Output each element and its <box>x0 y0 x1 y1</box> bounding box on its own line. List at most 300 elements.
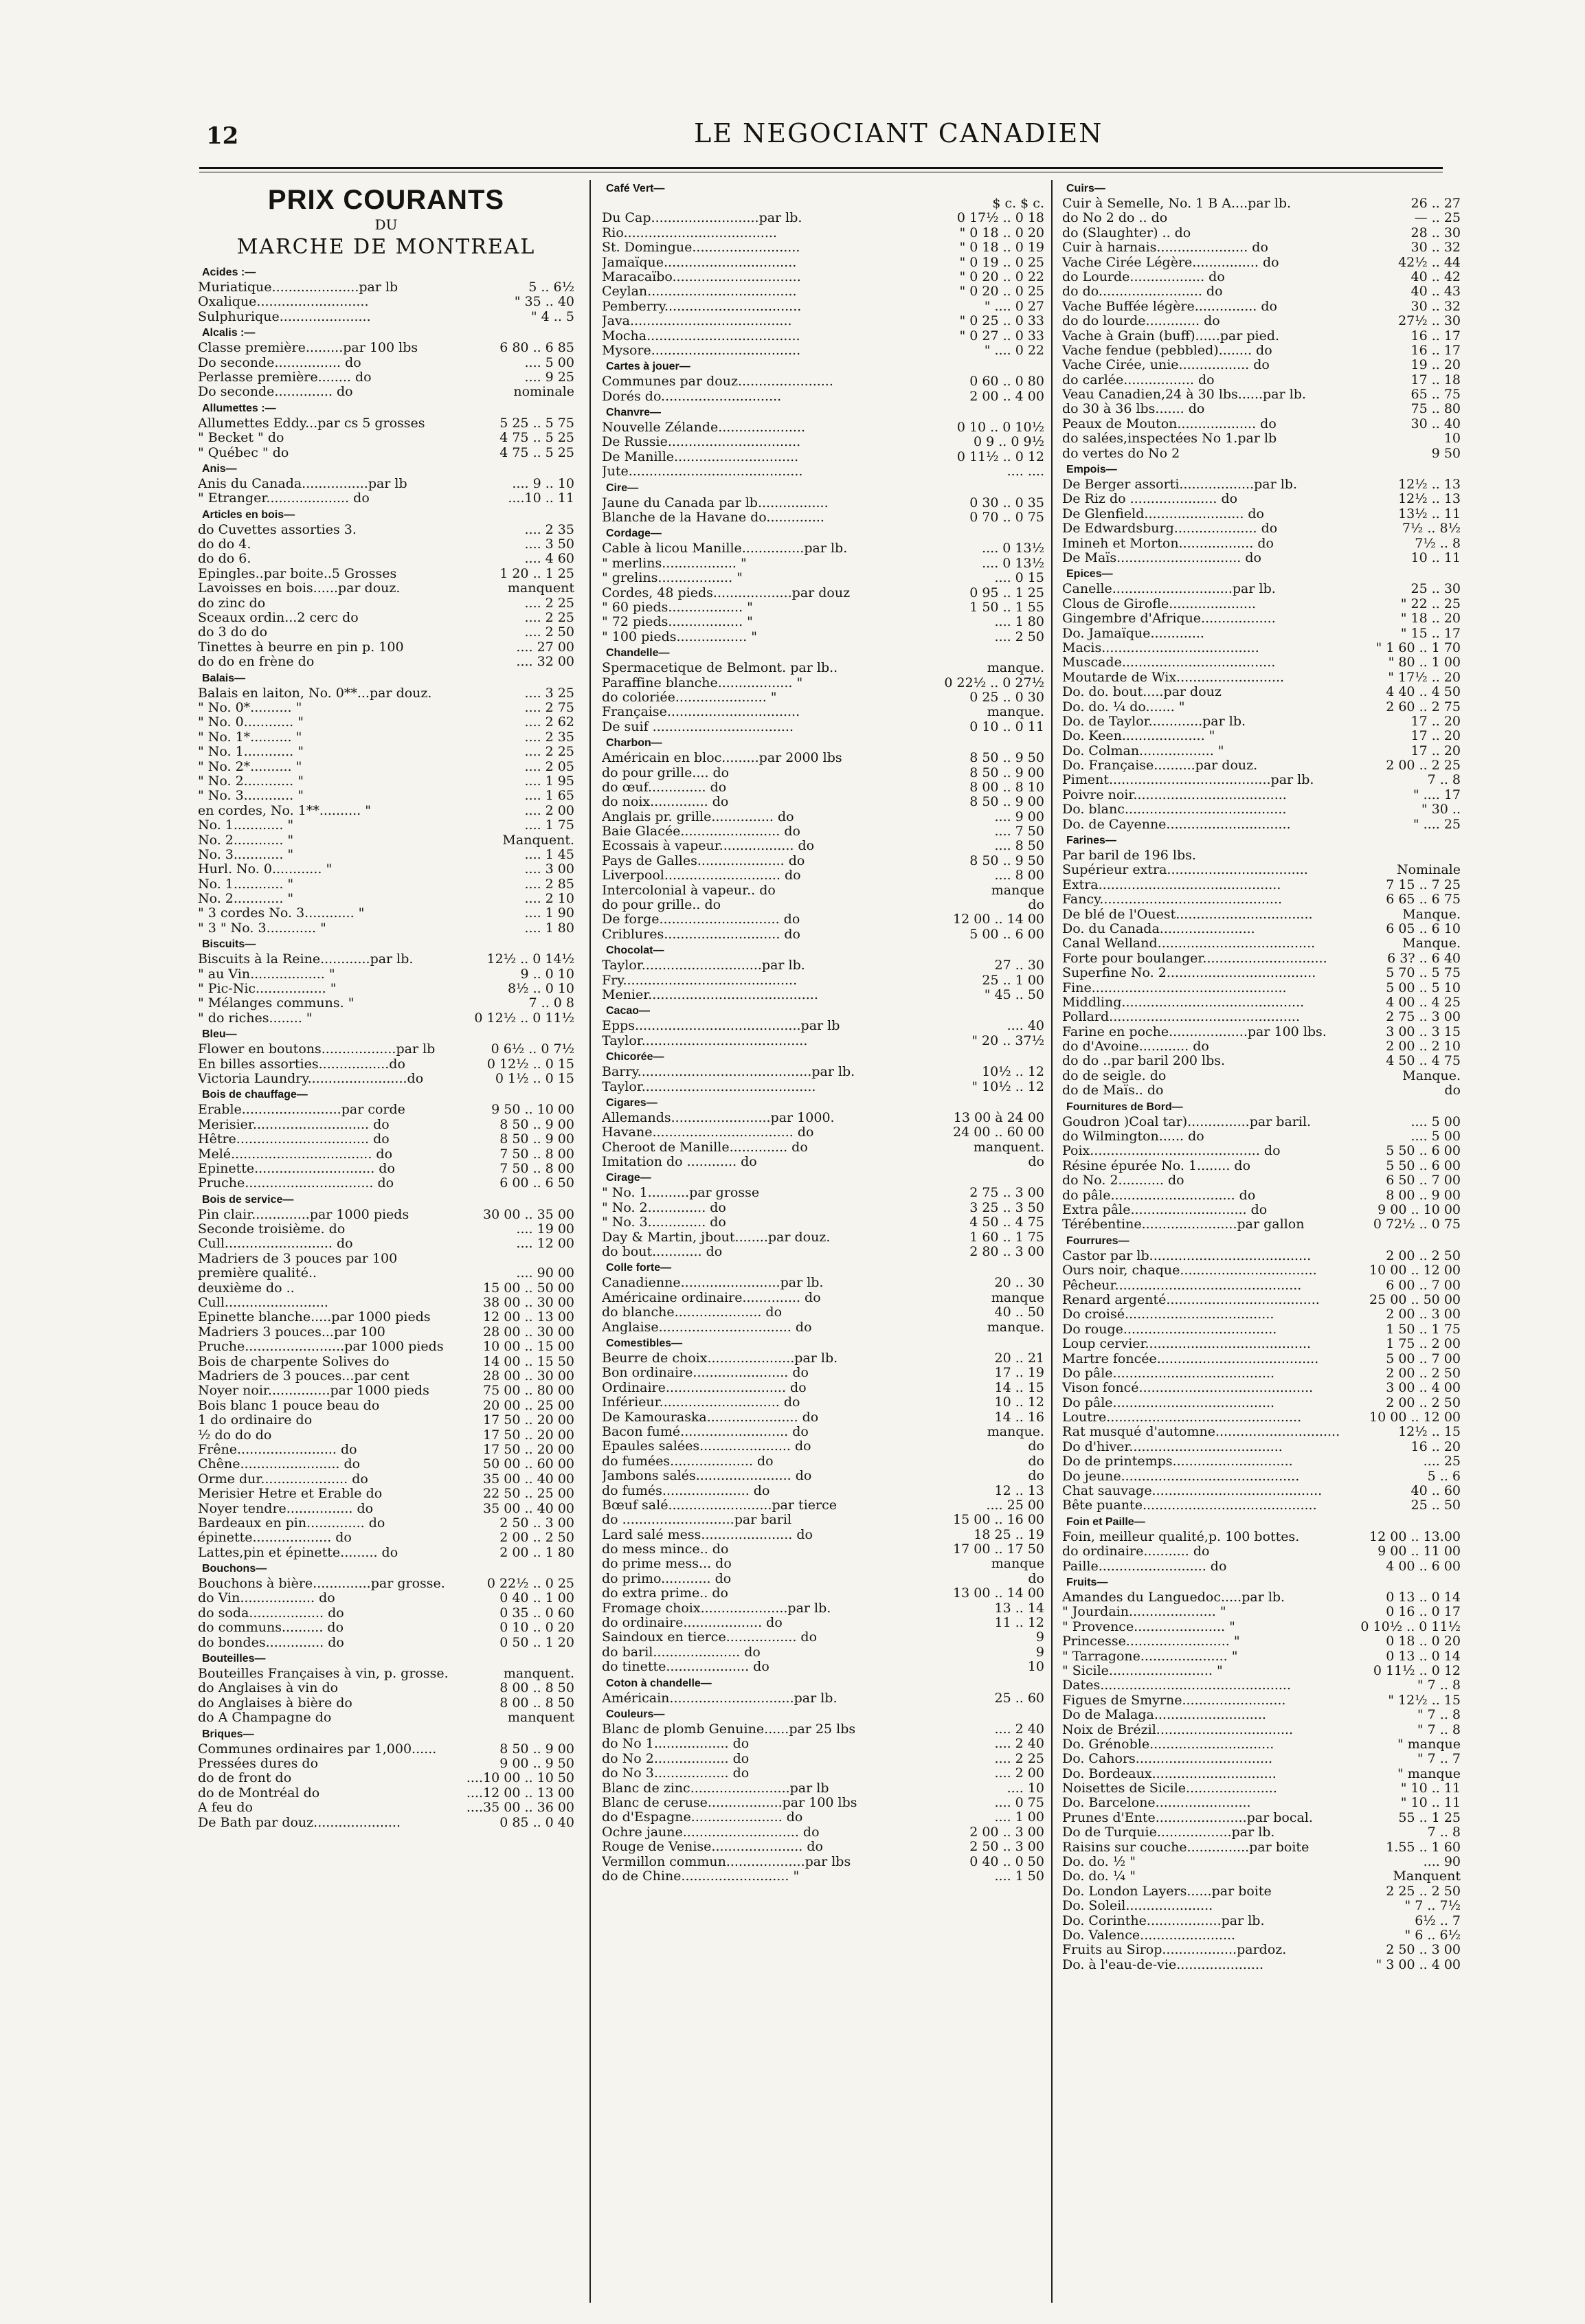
price-row <box>1062 1767 1461 1781</box>
item-name: Do. Française..........par douz. <box>1062 758 1258 774</box>
item-name: Rouge de Venise...................... do <box>602 1840 823 1855</box>
item-price: 6 50 .. 7 00 <box>1386 1173 1461 1188</box>
item-price: 1.55 .. 1 60 <box>1386 1840 1461 1855</box>
item-price: 0 60 .. 0 80 <box>969 374 1044 390</box>
price-row <box>602 854 1044 868</box>
price-row <box>1062 551 1461 565</box>
item-price: 40 .. 60 <box>1410 1484 1461 1499</box>
price-row <box>602 1351 1044 1366</box>
item-price: 26 .. 27 <box>1410 196 1461 211</box>
item-price: .... 2 35 <box>524 730 574 745</box>
item-price: 17 .. 20 <box>1410 714 1461 729</box>
price-row <box>1062 1366 1461 1381</box>
item-price: 25 .. 60 <box>994 1691 1044 1706</box>
item-name: do d'Espagne...................... do <box>602 1810 803 1825</box>
item-price: 16 .. 17 <box>1410 328 1461 343</box>
item-price: 2 00 .. 2 25 <box>1386 758 1461 774</box>
price-row <box>602 690 1044 705</box>
item-name: Vache Cirée Légère................ do <box>1062 255 1279 270</box>
item-price: 4 75 .. 5 25 <box>499 431 574 446</box>
item-name: Bois blanc 1 pouce beau do <box>198 1398 380 1413</box>
item-price: manque. <box>987 1424 1044 1439</box>
category-heading: Chanvre— <box>606 407 662 419</box>
item-name: Madriers 3 pouces...par 100 <box>198 1324 385 1340</box>
price-row <box>198 280 574 295</box>
item-price: .... 2 05 <box>524 759 574 774</box>
item-price: 1 50 .. 1 75 <box>1386 1322 1461 1337</box>
item-price: 18 25 .. 19 <box>974 1527 1044 1542</box>
item-price: .... 1 75 <box>524 818 574 833</box>
item-name: " au Vin.................. " <box>198 967 335 982</box>
price-row <box>1062 1115 1461 1129</box>
category-heading: Fruits— <box>1066 1576 1108 1588</box>
item-name: Havane.................................. do <box>602 1125 814 1140</box>
item-price: 0 40 .. 0 50 <box>969 1854 1044 1869</box>
item-name: Nouvelle Zélande..................... <box>602 420 806 436</box>
item-name: Balais en laiton, No. 0**...par douz. <box>198 686 432 701</box>
item-name: do ...........................par baril <box>602 1513 792 1528</box>
price-row <box>602 586 1044 600</box>
category-heading: Fournitures de Bord— <box>1066 1101 1183 1113</box>
price-row <box>198 567 574 581</box>
item-name: Loup cervier........................................ <box>1062 1337 1312 1352</box>
item-price: 50 00 .. 60 00 <box>483 1457 574 1472</box>
price-row <box>602 1586 1044 1601</box>
price-row <box>1062 358 1461 372</box>
item-price: 15 00 .. 16 00 <box>953 1513 1044 1528</box>
item-name: Do. à l'eau-de-vie..................... <box>1062 1957 1264 1972</box>
price-row <box>198 1786 574 1801</box>
item-name: Paraffine blanche.................. " <box>602 675 803 690</box>
item-name: Sulphurique...................... <box>198 309 371 324</box>
item-price: " 0 20 .. 0 22 <box>959 269 1044 284</box>
price-row <box>602 630 1044 644</box>
item-name: do 3 do do <box>198 625 268 640</box>
item-price: 13 00 à 24 00 <box>953 1110 1044 1125</box>
item-name: Do. Jamaïque............. <box>1062 626 1204 641</box>
price-row <box>602 868 1044 883</box>
item-price: .... 2 35 <box>524 522 574 537</box>
price-row <box>602 343 1044 358</box>
price-row <box>602 329 1044 343</box>
item-name: Imitation do ............ do <box>602 1155 757 1170</box>
item-name: Peaux de Mouton................... do <box>1062 416 1277 431</box>
item-name: De Manille.............................. <box>602 449 799 464</box>
price-row <box>1062 627 1461 641</box>
item-price: 9 <box>1035 1645 1044 1660</box>
item-name: " Jourdain..................... " <box>1062 1605 1226 1620</box>
price-row <box>602 810 1044 824</box>
item-price: 1 75 .. 2 00 <box>1386 1337 1461 1352</box>
category-heading: Farines— <box>1066 835 1116 847</box>
item-name: Taylor........................................ <box>602 1033 808 1048</box>
item-price: .... 0 13½ <box>982 556 1044 571</box>
price-row <box>198 1681 574 1695</box>
price-row <box>198 774 574 789</box>
price-row <box>602 600 1044 615</box>
price-row <box>198 1399 574 1413</box>
item-name: Ours noir, chaque................................. <box>1062 1263 1317 1278</box>
item-name: do extra prime.. do <box>602 1586 728 1601</box>
item-price: 10 <box>1443 431 1461 447</box>
item-price: .... 25 00 <box>986 1498 1044 1513</box>
item-name: do No. 2........... do <box>1062 1173 1184 1188</box>
item-price: 35 00 .. 40 00 <box>483 1501 574 1516</box>
item-name: do No 2.................. do <box>602 1751 750 1766</box>
item-price: 7½ .. 8½ <box>1402 521 1461 537</box>
category-heading: Cordage— <box>606 528 662 540</box>
price-row <box>1062 1914 1461 1928</box>
price-row <box>198 686 574 701</box>
item-price: 0 6½ .. 0 7½ <box>491 1042 574 1057</box>
price-row <box>198 1606 574 1621</box>
item-price: .... 4 60 <box>524 552 574 567</box>
price-row <box>1062 582 1461 596</box>
price-row <box>1062 1723 1461 1737</box>
price-row <box>198 1428 574 1443</box>
price-row <box>1062 1708 1461 1722</box>
item-name: Hurl. No. 0............ " <box>198 862 333 877</box>
item-name: Cordes, 48 pieds...................par douz <box>602 585 851 600</box>
price-row <box>602 571 1044 585</box>
item-price: do <box>1028 1469 1044 1484</box>
item-name: Loutre............................................... <box>1062 1410 1302 1425</box>
price-row <box>602 1201 1044 1215</box>
item-price: 30 .. 32 <box>1410 240 1461 256</box>
item-price: " 7 .. 7½ <box>1404 1899 1461 1914</box>
item-name: Do. Bordeaux.............................. <box>1062 1766 1277 1781</box>
item-price: " 22 .. 25 <box>1400 596 1461 611</box>
item-price: 20 .. 21 <box>994 1351 1044 1366</box>
item-name: do Lourde.................. do <box>1062 269 1225 284</box>
item-name: Do. do. bout.....par douz <box>1062 685 1222 700</box>
item-price: 25 .. 30 <box>1410 582 1461 597</box>
price-row <box>1062 863 1461 877</box>
item-price: .... 32 00 <box>516 655 574 670</box>
item-name: Taylor.......................................... <box>602 1079 816 1094</box>
price-row <box>602 284 1044 299</box>
item-price: 40 .. 42 <box>1410 269 1461 284</box>
item-price: 55 .. 1 25 <box>1398 1810 1461 1825</box>
price-row <box>602 270 1044 284</box>
item-name: do bondes.............. do <box>198 1635 344 1650</box>
item-price: " 1 60 .. 1 70 <box>1375 640 1461 655</box>
item-name: do Anglaises à vin do <box>198 1681 339 1696</box>
item-price: " 17½ .. 20 <box>1388 670 1461 685</box>
item-name: Blanc de plomb Genuine......par 25 lbs <box>602 1722 856 1737</box>
item-price: .... 1 90 <box>524 906 574 921</box>
item-price: 5 00 .. 6 00 <box>969 927 1044 942</box>
item-name: Muriatique.....................par lb <box>198 280 398 295</box>
price-row <box>602 1395 1044 1410</box>
item-name: Epinette............................. do <box>198 1161 395 1176</box>
price-row <box>1062 611 1461 626</box>
price-row <box>602 1410 1044 1425</box>
item-price: manque <box>991 1557 1044 1572</box>
price-row <box>602 1855 1044 1869</box>
price-row <box>198 1621 574 1635</box>
item-name: Vison foncé.......................................... <box>1062 1381 1314 1396</box>
item-price: .... 12 00 <box>516 1237 574 1252</box>
item-price: 2 50 .. 3 00 <box>969 1840 1044 1855</box>
item-name: do de Chine.......................... " <box>602 1869 800 1884</box>
item-name: " Québec " do <box>198 445 289 460</box>
item-price: 5 .. 6½ <box>528 280 574 295</box>
item-name: Intercolonial à vapeur.. do <box>602 883 776 898</box>
price-row <box>602 541 1044 556</box>
price-row <box>1062 1649 1461 1664</box>
item-price: 2 00 .. 2 50 <box>1386 1366 1461 1381</box>
item-name: do pour grille.... do <box>602 765 730 780</box>
price-row <box>198 1667 574 1681</box>
item-price: do <box>1028 1454 1044 1469</box>
item-name: Bête puante.......................................... <box>1062 1498 1317 1513</box>
price-row <box>198 385 574 399</box>
item-price: 28 .. 30 <box>1410 225 1461 240</box>
item-name: Fry.......................................... <box>602 973 798 988</box>
item-price: .... 10 <box>1007 1781 1044 1796</box>
category-heading: Chandelle— <box>606 647 670 659</box>
item-name: Merisier............................ do <box>198 1117 390 1132</box>
price-row <box>602 898 1044 912</box>
category-heading: Acides :— <box>202 267 256 278</box>
price-column-2 <box>602 180 1044 2310</box>
price-row <box>1062 256 1461 270</box>
item-name: do do lourde............. do <box>1062 314 1220 329</box>
price-row <box>602 1752 1044 1766</box>
category-heading: Cire— <box>606 482 639 494</box>
item-price: 5 00 .. 7 00 <box>1386 1351 1461 1366</box>
item-name: Oxalique........................... <box>198 295 369 310</box>
item-price: nominale <box>513 385 574 400</box>
price-row <box>1062 1217 1461 1232</box>
item-name: Pemberry................................. <box>602 299 802 314</box>
price-row <box>198 1296 574 1310</box>
item-name: Térébentine.......................par gallon <box>1062 1217 1305 1232</box>
item-name: Jambons salés....................... do <box>602 1469 812 1484</box>
item-name: Pollard.............................................. <box>1062 1010 1300 1025</box>
price-row <box>198 1757 574 1771</box>
item-name: Bœuf salé.........................par tierce <box>602 1498 837 1513</box>
price-row <box>198 1208 574 1222</box>
category-heading: Comestibles— <box>606 1338 683 1349</box>
item-price: 3 00 .. 3 15 <box>1386 1024 1461 1039</box>
price-row <box>1062 226 1461 240</box>
price-row <box>1062 1620 1461 1634</box>
item-price: 9 00 .. 11 00 <box>1378 1544 1461 1559</box>
item-price: 7 50 .. 8 00 <box>499 1147 574 1162</box>
item-price: " 0 25 .. 0 33 <box>959 314 1044 329</box>
item-name: Prunes d'Ente......................par bocal. <box>1062 1810 1313 1825</box>
item-price: 0 22½ .. 0 27½ <box>944 675 1044 690</box>
item-name: Pressées dures do <box>198 1756 319 1771</box>
item-price: 8 50 .. 9 50 <box>969 751 1044 766</box>
item-name: Do de Malaga........................... <box>1062 1708 1266 1723</box>
item-price: manque <box>991 883 1044 898</box>
item-price: 27½ .. 30 <box>1398 314 1461 329</box>
item-price: 0 85 .. 0 40 <box>499 1815 574 1830</box>
price-row <box>198 446 574 460</box>
item-name: Goudron )Coal tar)...............par baril. <box>1062 1114 1312 1129</box>
item-name: Noyer tendre................ do <box>198 1501 374 1516</box>
item-name: do Cuvettes assorties 3. <box>198 522 357 537</box>
item-price: Manquent. <box>502 833 574 848</box>
item-name: Vache Buffée légère............... do <box>1062 299 1277 314</box>
price-row <box>1062 1884 1461 1899</box>
item-name: Menier......................................... <box>602 987 818 1002</box>
price-row <box>1062 966 1461 980</box>
item-price: " 0 18 .. 0 19 <box>959 240 1044 256</box>
price-row <box>198 1118 574 1132</box>
item-name: Epps........................................par lb <box>602 1019 840 1034</box>
item-name: do primo............ do <box>602 1571 732 1586</box>
price-row <box>1062 1825 1461 1840</box>
item-price: 6 05 .. 6 10 <box>1386 921 1461 936</box>
price-row <box>198 1222 574 1237</box>
category-heading: Anis— <box>202 462 237 475</box>
price-row <box>198 1384 574 1398</box>
price-row <box>198 952 574 967</box>
item-price: Manque. <box>1402 936 1461 951</box>
item-price: 10½ .. 12 <box>982 1065 1044 1080</box>
price-row <box>602 1869 1044 1884</box>
item-name: Américain en bloc.........par 2000 lbs <box>602 751 842 766</box>
price-row <box>1062 744 1461 758</box>
item-name: Raisins sur couche...............par boite <box>1062 1840 1309 1855</box>
price-row <box>198 416 574 431</box>
item-name: " No. 1*.......... " <box>198 730 302 745</box>
price-row <box>602 927 1044 942</box>
item-price: 20 00 .. 25 00 <box>483 1398 574 1413</box>
price-row <box>198 1801 574 1815</box>
item-name: Do. Soleil..................... <box>1062 1899 1213 1914</box>
item-name: Jaune du Canada par lb................. <box>602 495 829 510</box>
price-row <box>198 1057 574 1072</box>
item-price: " 20 .. 37½ <box>971 1033 1044 1048</box>
price-row <box>602 211 1044 225</box>
item-price: 10 .. 11 <box>1410 550 1461 565</box>
price-row <box>602 1215 1044 1230</box>
item-name: Mocha..................................... <box>602 328 800 343</box>
item-price: 0 70 .. 0 75 <box>969 510 1044 526</box>
price-row <box>602 450 1044 464</box>
price-row <box>198 625 574 640</box>
item-name: " No. 2............ " <box>198 774 304 789</box>
price-row <box>1062 1544 1461 1559</box>
item-name: Poivre noir..................................... <box>1062 787 1287 802</box>
price-row <box>602 1291 1044 1305</box>
item-price: 7 .. 8 <box>1427 773 1461 788</box>
price-row <box>602 314 1044 328</box>
item-price: 16 .. 20 <box>1410 1439 1461 1454</box>
category-heading: Couleurs— <box>606 1708 665 1720</box>
item-name: Canelle.............................par lb. <box>1062 582 1276 597</box>
item-price: Nominale <box>1396 863 1461 878</box>
price-row <box>1062 1943 1461 1957</box>
item-name: do 30 à 36 lbs....... do <box>1062 402 1205 417</box>
item-name: Canal Welland...................................... <box>1062 936 1316 951</box>
item-name: Do. Valence....................... <box>1062 1928 1236 1943</box>
item-price: 42½ .. 44 <box>1398 255 1461 270</box>
item-price: 7 50 .. 8 00 <box>499 1161 574 1176</box>
item-price: 16 .. 17 <box>1410 343 1461 358</box>
item-price: .... 2 40 <box>994 1737 1044 1752</box>
price-row <box>602 1034 1044 1048</box>
item-price: manquent. <box>973 1140 1044 1155</box>
item-price: 0 10 .. 0 10½ <box>956 420 1044 436</box>
item-price: .... 5 00 <box>1410 1114 1461 1129</box>
item-price: 4 00 .. 6 00 <box>1386 1559 1461 1574</box>
price-row <box>602 1125 1044 1140</box>
item-price: ....10 00 .. 10 50 <box>466 1771 574 1786</box>
item-name: De Bath par douz..................... <box>198 1815 401 1830</box>
item-price: 22 50 .. 25 00 <box>483 1487 574 1502</box>
item-price: .... 2 85 <box>524 877 574 892</box>
price-row <box>1062 936 1461 951</box>
price-row <box>1062 1425 1461 1439</box>
item-name: Allemands........................par 1000. <box>602 1110 835 1125</box>
item-name: do mess mince.. do <box>602 1542 729 1557</box>
item-name: do zinc do <box>198 596 266 611</box>
price-row <box>602 1469 1044 1483</box>
item-name: " Becket " do <box>198 431 284 446</box>
item-name: Macis...................................... <box>1062 640 1259 655</box>
item-name: De Maïs.............................. do <box>1062 550 1261 565</box>
price-row <box>1062 1811 1461 1825</box>
price-row <box>1062 1440 1461 1454</box>
price-row <box>1062 431 1461 446</box>
item-price: 7½ .. 8 <box>1415 536 1461 551</box>
item-name: " Pic-Nic................. " <box>198 982 337 997</box>
item-name: Middling............................................ <box>1062 995 1305 1010</box>
item-name: Foin, meilleur qualité,p. 100 bottes. <box>1062 1529 1300 1544</box>
category-heading: Alcalis :— <box>202 327 256 339</box>
price-row <box>602 556 1044 571</box>
category-heading: Cigares— <box>606 1096 657 1109</box>
section-subtitle: MARCHE DE MONTREAL <box>236 235 536 259</box>
item-name: Erable........................par corde <box>198 1103 405 1118</box>
item-name: De blé de l'Ouest................................. <box>1062 907 1313 922</box>
price-row <box>1062 670 1461 685</box>
price-row <box>1062 1188 1461 1203</box>
price-row <box>198 1443 574 1457</box>
price-row <box>1062 1083 1461 1098</box>
price-row <box>1062 300 1461 314</box>
item-price: " 0 18 .. 0 20 <box>959 225 1044 240</box>
item-name: No. 1............ " <box>198 818 294 833</box>
item-name: Pruche............................... do <box>198 1176 394 1191</box>
item-price: 17 .. 20 <box>1410 729 1461 744</box>
price-row <box>1062 1781 1461 1796</box>
journal-title: LE NEGOCIANT CANADIEN <box>694 118 1103 148</box>
price-row <box>198 848 574 862</box>
price-row <box>602 240 1044 255</box>
item-name: deuxième do .. <box>198 1281 295 1296</box>
price-row <box>198 1147 574 1162</box>
price-row <box>198 1011 574 1026</box>
item-price: 17 00 .. 17 50 <box>953 1542 1044 1557</box>
item-name: épinette................... do <box>198 1531 352 1546</box>
price-row <box>1062 284 1461 299</box>
item-price: 5 50 .. 6 00 <box>1386 1144 1461 1159</box>
item-name: do do 4. <box>198 537 251 552</box>
item-name: Do. blanc....................................... <box>1062 802 1287 817</box>
item-name: do ordinaire........... do <box>1062 1544 1210 1559</box>
item-price: 0 1½ .. 0 15 <box>495 1071 574 1086</box>
item-name: Piment.......................................par lb. <box>1062 773 1314 788</box>
item-price: " .... 0 22 <box>984 343 1044 358</box>
price-row <box>602 751 1044 765</box>
